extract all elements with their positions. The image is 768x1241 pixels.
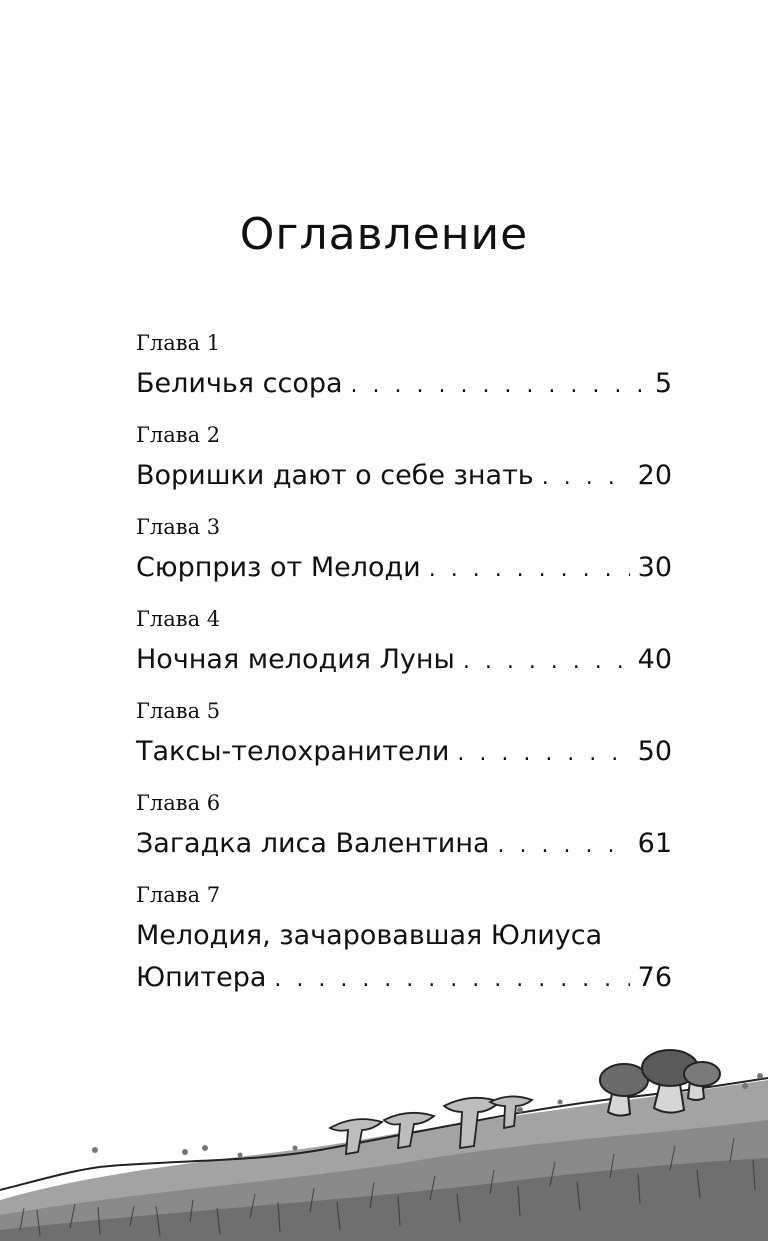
dot-leader <box>463 642 630 682</box>
page-number: 30 <box>637 552 672 583</box>
page-number: 50 <box>637 736 672 767</box>
dot-leader <box>351 366 647 406</box>
toc-row <box>136 364 672 404</box>
chapter-label: Глава 4 <box>136 607 221 631</box>
chapter-label: Глава 5 <box>136 699 221 723</box>
chapter-title-line1: Мелодия, зачаровавшая Юлиуса <box>136 920 603 951</box>
chapter-title: Таксы-телохранители <box>136 736 450 767</box>
toc-entry[interactable] <box>136 880 672 1012</box>
page-title: Оглавление <box>239 209 529 261</box>
toc-entry[interactable] <box>136 604 672 696</box>
toc-row <box>136 548 672 588</box>
toc-entry[interactable] <box>136 328 672 420</box>
table-of-contents <box>136 328 672 1012</box>
toc-row <box>136 916 672 956</box>
page-number: 61 <box>637 828 672 859</box>
toc-entry[interactable] <box>136 420 672 512</box>
chapter-label: Глава 3 <box>136 515 221 539</box>
dot-leader <box>457 734 629 774</box>
toc-row <box>136 824 672 864</box>
page-number: 76 <box>637 962 672 993</box>
chapter-title: Беличья ссора <box>136 368 343 399</box>
toc-entry[interactable] <box>136 696 672 788</box>
dot-leader <box>429 550 630 590</box>
meadow-mushrooms-illustration <box>0 1040 768 1241</box>
page-number: 20 <box>637 460 672 491</box>
chapter-title: Воришки дают о себе знать <box>136 460 534 491</box>
chapter-label: Глава 1 <box>136 331 221 355</box>
dot-leader <box>498 826 630 866</box>
chapter-label: Глава 2 <box>136 423 221 447</box>
toc-row <box>136 456 672 496</box>
chapter-title-line2: Юпитера <box>136 962 267 993</box>
toc-row <box>136 640 672 680</box>
page-number: 40 <box>637 644 672 675</box>
chapter-title: Ночная мелодия Луны <box>136 644 455 675</box>
chapter-label: Глава 7 <box>136 883 221 907</box>
chapter-title: Загадка лиса Валентина <box>136 828 490 859</box>
chapter-title: Сюрприз от Мелоди <box>136 552 421 583</box>
dot-leader <box>542 458 630 498</box>
page-number: 5 <box>654 368 672 399</box>
chapter-label: Глава 6 <box>136 791 221 815</box>
toc-entry[interactable] <box>136 788 672 880</box>
toc-row <box>136 958 672 998</box>
toc-entry[interactable] <box>136 512 672 604</box>
toc-row <box>136 732 672 772</box>
dot-leader <box>274 960 629 1000</box>
